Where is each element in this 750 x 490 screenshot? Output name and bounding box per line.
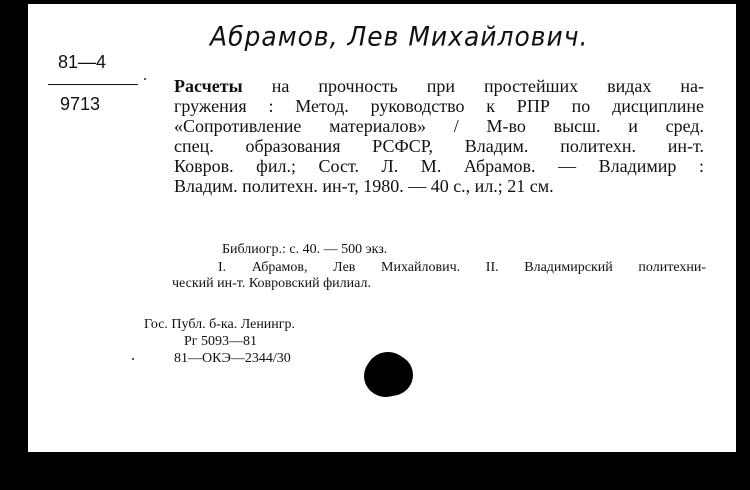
description-line-5: Ковров. фил.; Сост. Л. М. Абрамов. — Владимир : xyxy=(174,156,704,176)
library-info xyxy=(144,316,295,367)
tracing-line-1: I. Абрамов, Лев Михайлович. II. Владимирский политехни- xyxy=(218,260,706,275)
description-line-text: на прочность при простейших видах на- xyxy=(271,76,705,96)
description-line-3: «Сопротивление материалов» / М-во высш. и сред. xyxy=(174,116,704,136)
classification-number: 81—4 xyxy=(58,52,107,72)
description-line-4: спец. образования РСФСР, Владим. политехн. ин-т. xyxy=(174,136,704,156)
library-code-2: 81—ОКЭ—2344/30 xyxy=(174,351,291,366)
ink-speck xyxy=(144,78,146,80)
library-name: Гос. Публ. б-ка. Ленингр. xyxy=(144,317,296,332)
tracing-entries xyxy=(172,260,706,292)
description-line-6: Владим. политехн. ин-т, 1980. — 40 с., ил.; 21 см. xyxy=(174,176,554,196)
tracing-line-2: ческий ин-т. Ковровский филиал. xyxy=(172,276,371,291)
bibliography-note: Библиогр.: с. 40. — 500 экз. xyxy=(222,242,388,257)
catalog-card xyxy=(28,4,736,452)
handwritten-author-name: Абрамов, Лев Михайлович. xyxy=(210,21,589,52)
description-title-lead: Расчеты xyxy=(174,76,243,96)
registration-number: 9713 xyxy=(60,94,101,114)
ink-speck xyxy=(132,358,134,360)
description-line-1 xyxy=(174,76,704,96)
bibliographic-description xyxy=(174,76,704,196)
library-code-1: Рг 5093—81 xyxy=(184,334,258,349)
ink-blot xyxy=(366,352,410,394)
description-line-2: гружения : Метод. руководство к РПР по дисциплине xyxy=(174,96,704,116)
classification-divider xyxy=(48,84,138,85)
